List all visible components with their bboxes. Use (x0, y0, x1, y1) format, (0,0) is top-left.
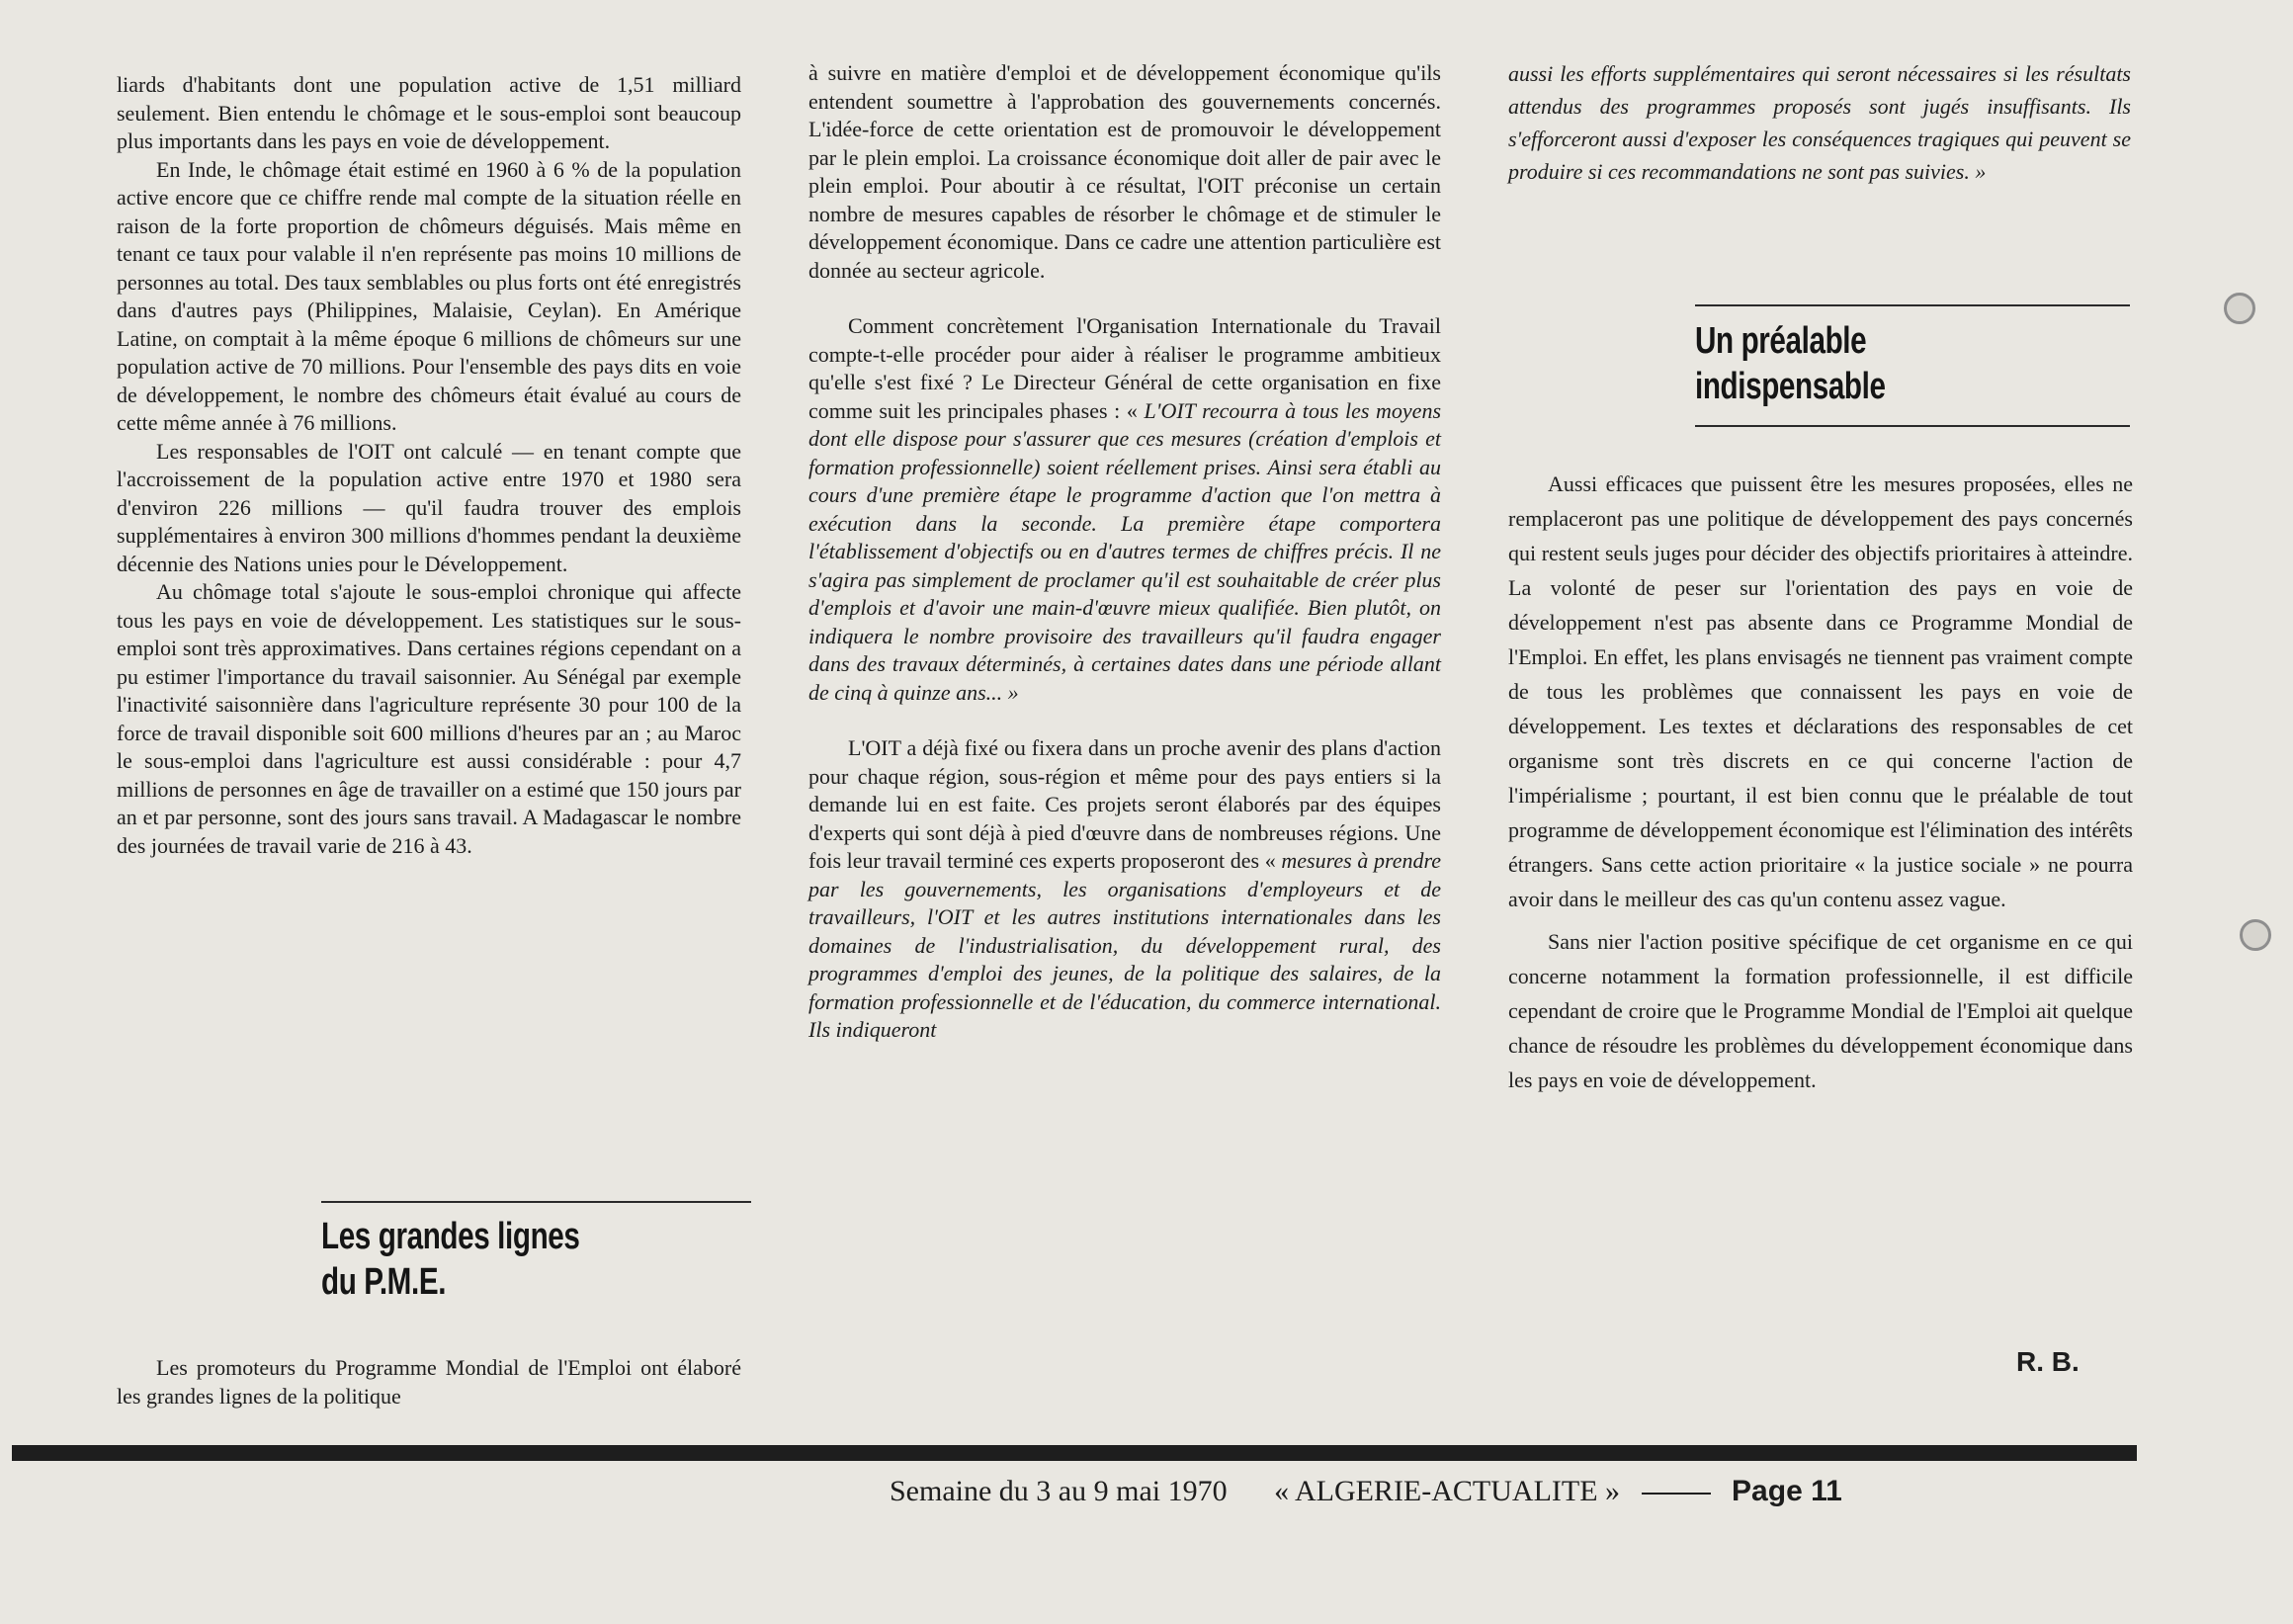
heading-line: Les grandes lignes (321, 1216, 580, 1257)
article-column-2 (808, 59, 1441, 1045)
heading-rule (1695, 425, 2130, 427)
quote-text: L'OIT recourra à tous les moyens dont elle dispose pour s'assurer que ces mesures (création d'emplois et formation professionnelle) soient réellement prises. Ainsi sera établi au cours d'une première étape le programme d'action que l'on mettra à exécution dans la seconde. La première étape comportera l'établissement d'objectifs ou en d'autres termes de chiffres précis. Il ne s'agira pas simplement de proclamer qu'il est souhaitable de créer plus d'emplois et d'avoir une main-d'œuvre mieux qualifiée. Bien plutôt, on indiquera le nombre provisoire des travailleurs qu'il faudra engager dans des travaux déterminés, à certaines dates dans une période allant de cinq à quinze ans... » (808, 397, 1442, 705)
quote-text: mesures à prendre par les gouvernements, les organisations d'employeurs et de travailleurs, l'OIT et les autres institutions internationales dans les domaines de l'industrialisation, du développement rural, des programmes d'emploi des jeunes, de la politique des salaires, de la formation professionnelle et de l'éducation, du commerce international. Ils indiqueront (808, 848, 1441, 1042)
paragraph: Au chômage total s'ajoute le sous-emploi chronique qui affecte tous les pays en voie de développement. Les statistiques sur le sous-emploi sont très approximatives. Dans certaines régions cependant on a pu estimer l'importance du travail saisonnier. Au Sénégal par exemple l'inactivité saisonnière dans l'agriculture représente 30 pour 100 de la force de travail disponible soit 600 millions d'heures par an ; au Maroc le sous-emploi dans l'agriculture est aussi considérable : pour 4,7 millions de personnes en âge de travailler on a estimé que 150 jours par an et par personne, sont des jours sans travail. A Madagascar le nombre des journées de travail varie de 216 à 43. (117, 579, 741, 858)
article-column-3 (1508, 467, 2133, 1097)
page-number: Page 11 (1732, 1475, 1842, 1507)
heading-line: indispensable (1695, 366, 1886, 407)
article-column-1-bottom (117, 1354, 741, 1410)
footer-rule (12, 1445, 2137, 1461)
paragraph (808, 312, 1441, 707)
paragraph: Les responsables de l'OIT ont calculé — en tenant compte que l'accroissement de la population active entre 1970 et 1980 sera d'environ 226 millions — qu'il faudra trouver des emplois supplémentaires à environ 300 millions d'hommes pendant la deuxième décennie des Nations unies pour le Développement. (117, 438, 741, 576)
heading-rule (321, 1201, 751, 1203)
paragraph-text: L'OIT a déjà fixé ou fixera dans un proche avenir des plans d'action pour chaque région, sous-région et même pour des pays entiers si la demande lui en est faite. Ces projets seront élaborés par des équipes d'experts qui sont déjà à pied d'œuvre dans de nombreuses régions. Une fois leur travail terminé ces experts proposeront des « (808, 735, 1441, 873)
section-heading-grandes-lignes (321, 1214, 579, 1305)
heading-rule (1695, 304, 2130, 306)
paragraph: à suivre en matière d'emploi et de développement économique qu'ils entendent soumettre à l'approbation des gouvernements concernés. L'idée-force de cette orientation est de promouvoir le développement par le plein emploi. La croissance économique doit aller de pair avec le plein emploi. Pour aboutir à ce résultat, l'OIT préconise un certain nombre de mesures capables de résorber le chômage et de stimuler le développement économique. Dans ce cadre une attention particulière est donnée au secteur agricole. (808, 60, 1441, 283)
paragraph: Aussi efficaces que puissent être les mesures proposées, elles ne remplaceront pas une politique de développement des pays concernés qui restent seuls juges pour décider des objectifs prioritaires à atteindre. La volonté de peser sur l'orientation des pays en voie de développement n'est pas absente dans ce Programme Mondial de l'Emploi. En effet, les plans envisagés ne tiennent pas vraiment compte de tous les problèmes que connaissent les pays en voie de développement. Les textes et déclarations des responsables de cet organisme sont très discrets en ce qui concerne l'action de l'impérialisme ; pourtant, il est bien connu que le préalable de tout programme de développement économique est l'élimination des intérêts étrangers. Sans cette action prioritaire « la justice sociale » ne pourra avoir dans le meilleur des cas qu'un contenu assez vague. (1508, 471, 2133, 911)
quote-text: aussi les efforts supplémentaires qui seront nécessaires si les résultats attendus des programmes proposés sont jugés insuffisants. Ils s'efforceront aussi d'exposer les conséquences tragiques qui peuvent se produire si ces recommandations ne sont pas suivies. » (1508, 61, 2131, 184)
heading-line: du P.M.E. (321, 1261, 447, 1303)
section-heading-prealable (1695, 318, 1886, 409)
paragraph: Les promoteurs du Programme Mondial de l'Emploi ont élaboré les grandes lignes de la politique (117, 1355, 741, 1409)
punch-hole (2224, 293, 2255, 324)
paragraph (808, 734, 1441, 1045)
author-signature: R. B. (2016, 1346, 2080, 1377)
page-footer (890, 1475, 1842, 1508)
article-column-3-top (1508, 57, 2131, 188)
footer-publication: « ALGERIE-ACTUALITE » (1274, 1475, 1621, 1507)
punch-hole (2240, 919, 2271, 951)
paragraph-text: Comment concrètement l'Organisation Internationale du Travail compte-t-elle procéder pour aider à réaliser le programme ambitieux qu'elle s'est fixé ? Le Directeur Général de cette organisation en fixe comme suit les principales phases : « (808, 313, 1441, 423)
article-column-1 (117, 71, 741, 860)
paragraph: En Inde, le chômage était estimé en 1960 à 6 % de la population active encore que ce chiffre rende mal compte de la situation réelle en raison de la forte proportion de chômeurs déguisés. Mais même en tenant ce taux pour valable il n'en représente pas moins 10 millions de personnes au total. Des taux semblables ou plus forts ont été enregistrés dans d'autres pays (Philippines, Malaisie, Ceylan). En Amérique Latine, on comptait à la même époque 6 millions de chômeurs sur une population active de 70 millions. Pour l'ensemble des pays dits en voie de développement, le nombre des chômeurs était évalué au cours de cette même année à 76 millions. (117, 156, 741, 435)
heading-line: Un préalable (1695, 320, 1867, 362)
footer-date: Semaine du 3 au 9 mai 1970 (890, 1475, 1228, 1507)
paragraph: Sans nier l'action positive spécifique de cet organisme en ce qui concerne notamment la formation professionnelle, il est difficile cependant de croire que le Programme Mondial de l'Emploi ait quelque chance de résoudre les problèmes du développement économique dans les pays en voie de développement. (1508, 929, 2133, 1092)
paragraph: liards d'habitants dont une population active de 1,51 milliard seulement. Bien entendu le chômage et le sous-emploi sont beaucoup plus importants dans les pays en voie de développement. (117, 72, 741, 153)
footer-dash (1642, 1493, 1711, 1495)
